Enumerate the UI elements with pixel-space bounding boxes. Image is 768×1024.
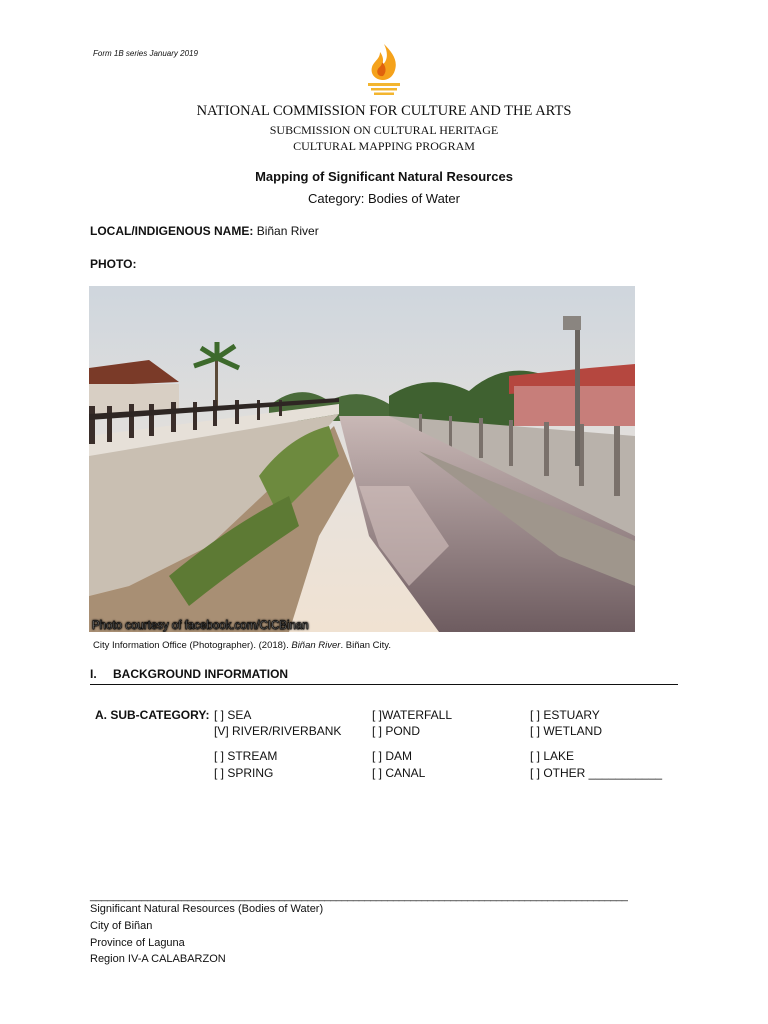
photo-caption [93,640,391,651]
caption-title: Biñan River [291,640,341,651]
option-estuary[interactable]: [ ] ESTUARY [530,708,600,722]
footer-line-1: Significant Natural Resources (Bodies of Water) [90,903,324,915]
photo-credit-overlay: Photo courtesy of facebook.com/CICBinan [92,620,309,632]
local-name-field [90,224,319,238]
organization-name: NATIONAL COMMISSION FOR CULTURE AND THE ARTS [196,103,572,119]
option-river-riverbank[interactable]: [V] RIVER/RIVERBANK [214,724,342,738]
option-dam[interactable]: [ ] DAM [372,749,413,763]
option-pond[interactable]: [ ] POND [372,724,421,738]
section-number: I. [90,667,97,681]
option-waterfall[interactable]: [ ]WATERFALL [372,708,453,722]
footer-line-2: City of Biñan [90,920,153,932]
option-canal[interactable]: [ ] CANAL [372,766,426,780]
form-series-label: Form 1B series January 2019 [93,49,198,58]
caption-suffix: . Biñan City. [340,640,391,651]
program-name: CULTURAL MAPPING PROGRAM [293,139,475,153]
caption-prefix: City Information Office (Photographer). (2018). [93,640,292,651]
local-name-value: Biñan River [256,224,319,238]
option-other[interactable]: [ ] OTHER ___________ [530,766,663,780]
photo-label: PHOTO: [90,257,137,271]
footer-line-3: Province of Laguna [90,937,185,949]
subcategory-label: A. SUB-CATEGORY: [95,708,210,722]
section-heading [90,667,288,681]
option-spring[interactable]: [ ] SPRING [214,766,274,780]
local-name-label: LOCAL/INDIGENOUS NAME: [90,224,254,238]
subcommission-name: SUBCMISSION ON CULTURAL HERITAGE [269,123,499,137]
option-stream[interactable]: [ ] STREAM [214,749,278,763]
option-lake[interactable]: [ ] LAKE [530,749,575,763]
footer-rule: ______________________________________________________________________________________________ [90,890,628,902]
footer-line-4: Region IV-A CALABARZON [90,953,226,965]
section-title: BACKGROUND INFORMATION [113,667,289,681]
document-title: Mapping of Significant Natural Resources [255,169,513,184]
document-category: Category: Bodies of Water [308,191,460,206]
flame-torch-icon [362,42,406,100]
option-sea[interactable]: [ ] SEA [214,708,252,722]
river-photo [89,286,635,632]
section-divider [90,684,678,685]
option-wetland[interactable]: [ ] WETLAND [530,724,603,738]
